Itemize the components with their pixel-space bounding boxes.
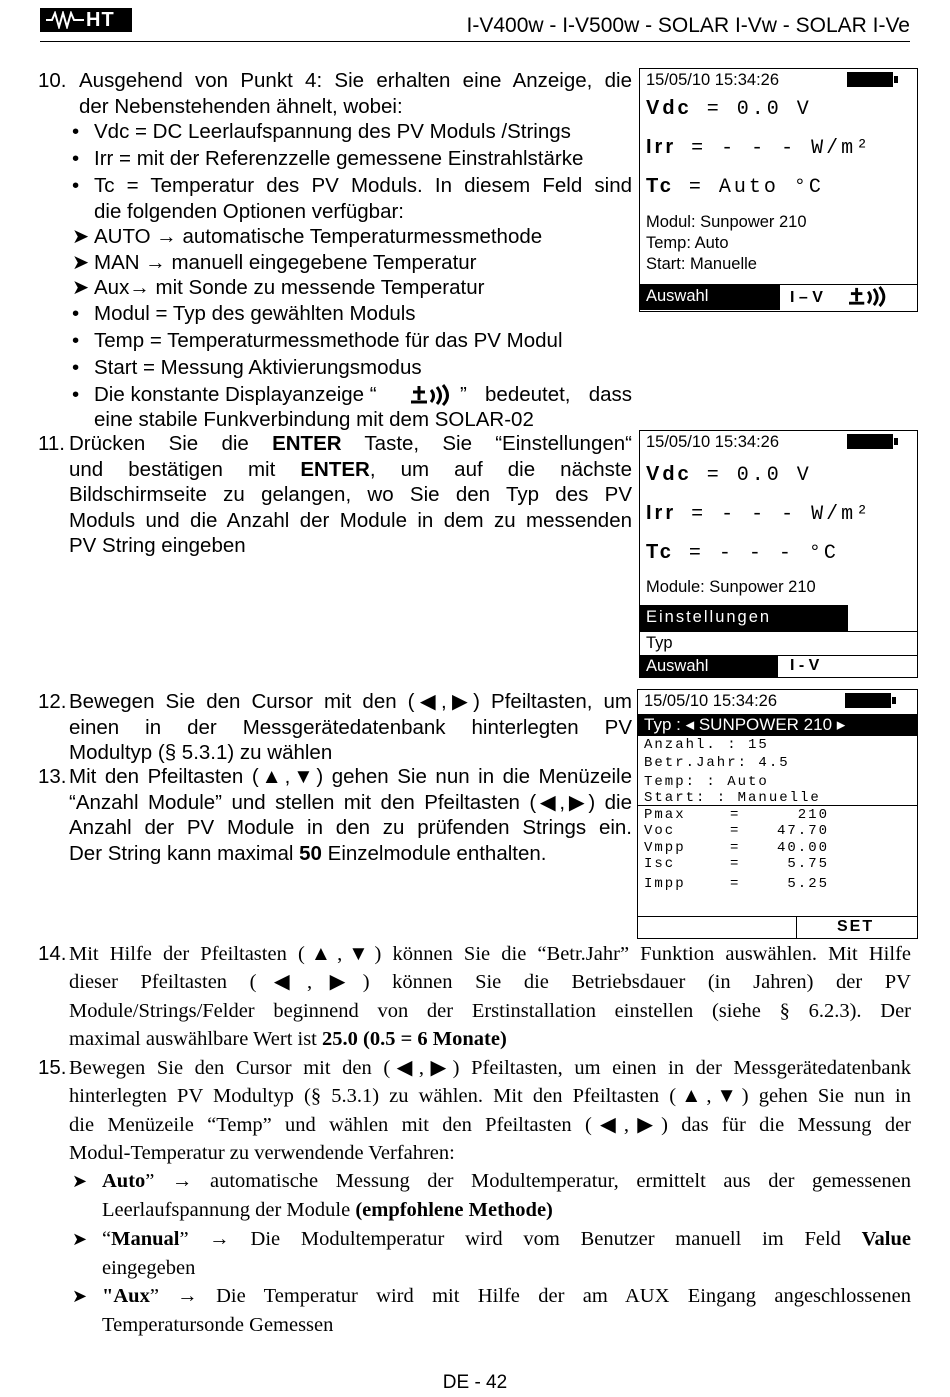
waveform-icon [46, 11, 84, 29]
date-time: 15/05/10 15:34:26 [646, 433, 780, 451]
option-text: Leerlaufspannung der Module (empfohlene Methode) [102, 1199, 553, 1222]
betr-jahr-field[interactable]: Betr.Jahr: 4.5 [644, 755, 790, 771]
pmax-value: 210 [797, 807, 829, 823]
text-line: PV String eingeben [69, 534, 246, 557]
step-number: 12. [38, 690, 67, 713]
step-number: 13. [38, 765, 67, 788]
text-line: Drücken Sie die ENTER Taste, Sie “Einstellungen“ [69, 432, 632, 455]
bullet-text: Tc = Temperatur des PV Moduls. In diesem Feld sind [94, 174, 632, 197]
step-10 [38, 68, 67, 94]
display-screen-settings [639, 430, 918, 678]
equals-sign: = [730, 823, 741, 839]
step-number: 10. [38, 69, 67, 92]
isc-label: Isc [644, 856, 676, 872]
text-line: Der String kann maximal 50 Einzelmodule enthalten. [69, 841, 547, 865]
bullet-text: Modul = Typ des gewählten Moduls [94, 301, 416, 325]
irr-reading: Irr = - - - W/m² [646, 136, 872, 160]
step-12-text [69, 689, 632, 766]
temp-field[interactable]: Temp: : Auto [644, 774, 769, 790]
step-15-options: ➤ Auto” → automatische Messung der Modultemperatur, ermittelt aus der gemessenen Leerlaufspannung der Module (empfohlene Methode) ➤ “Manual” → Die Modultemperatur wird vom Benutzer manuell im Feld Value eingegeben ➤ "Aux” → Die Temperatur wird mit Hilfe der am AUX Eingang angeschlossenen Temperatursonde Gemessen [72, 1167, 911, 1340]
battery-icon [845, 693, 891, 708]
bullet-text: Irr = mit der Referenzzelle gemessene Einstrahlstärke [94, 147, 584, 170]
radio-link-icon [410, 384, 456, 406]
impp-label: Impp [644, 876, 686, 892]
vmpp-value: 40.00 [776, 840, 829, 856]
vdc-reading: Vdc = 0.0 V [646, 97, 812, 121]
option-text: Auto” → automatische Messung der Modultemperatur, ermittelt aus der gemessenen [102, 1170, 911, 1192]
step-10-bullets: • Vdc = DC Leerlaufspannung des PV Moduls /Strings • Irr = mit der Referenzzelle gemessene Einstrahlstärke • Tc = Temperatur des PV Moduls. In diesem Feld sind die folgenden Optionen verfügbar: ➤ AUTO → automatische Temperaturmessmethode ➤ MAN → manuell eingegebene Temperatur ➤ Aux→ mit Sonde zu messende Temperatur • Modul = Typ des gewählten Moduls • Temp = Temperaturmessmethode für das PV Modul • Start = Messung Aktivierungsmodus • Die konstante Displayanzeige “ ” bedeutet, dass eine stabile Funkverbindung mit dem SOLAR-02 [72, 120, 632, 431]
option-text: AUTO → automatische Temperaturmessmethode [94, 225, 543, 248]
header-divider [40, 41, 910, 42]
radio-link-icon [848, 286, 892, 307]
step-number: 15. [38, 1056, 67, 1079]
impp-value: 5.25 [787, 876, 829, 892]
equals-sign: = [730, 840, 741, 856]
ht-logo [40, 8, 132, 32]
step-number: 11. [38, 432, 65, 455]
text-line: Bewegen Sie den Cursor mit den (◀,▶) Pfeiltasten, um einen in der Messgerätedatenbank [69, 1057, 911, 1079]
pmax-label: Pmax [644, 807, 686, 823]
step-number: 14. [38, 942, 67, 965]
option-text: Aux→ mit Sonde zu messende Temperatur [94, 276, 485, 299]
text-line: dieser Pfeiltasten (◀,▶) können Sie die Betriebsdauer (in Jahren) der PV [69, 971, 911, 994]
text-line: und bestätigen mit ENTER, um auf die nächste [69, 457, 632, 481]
set-softkey[interactable]: SET [837, 918, 875, 935]
bullet-text: Temp = Temperaturmessmethode für das PV Modul [94, 328, 563, 352]
mode-indicator: I - V [790, 657, 820, 674]
text-line: Bewegen Sie den Cursor mit den (◀,▶) Pfeiltasten, um [69, 690, 632, 713]
bullet-text: eine stabile Funkverbindung mit dem SOLAR-02 [94, 408, 534, 431]
auswahl-softkey[interactable]: Auswahl [640, 656, 778, 677]
equals-sign: = [730, 807, 741, 823]
text-line: Ausgehend von Punkt 4: Sie erhalten eine Anzeige, die [79, 69, 632, 92]
step-14-text [69, 940, 911, 1053]
step-15-text [69, 1054, 911, 1167]
text-line: Module/Strings/Felder beginnend von der Erstinstallation einstellen (siehe § 6.2.3). Der [69, 999, 911, 1022]
page-number: DE - 42 [442, 1372, 508, 1393]
vmpp-label: Vmpp [644, 840, 686, 856]
bullet-text: Vdc = DC Leerlaufspannung des PV Moduls /Strings [94, 120, 571, 143]
einstellungen-menu-item[interactable]: Einstellungen [640, 605, 848, 631]
voc-label: Voc [644, 823, 676, 839]
step-10-text [79, 68, 632, 119]
bullet-text: Die konstante Displayanzeige “ [94, 382, 377, 406]
text-line: die Menüzeile “Temp” und wählen mit den Pfeiltasten (◀,▶) das für die Messung der [69, 1113, 911, 1136]
option-text: MAN → manuell eingegebene Temperatur [94, 250, 477, 274]
voc-value: 47.70 [776, 823, 829, 839]
text-line: der Nebenstehenden ähnelt, wobei: [79, 94, 403, 118]
anzahl-field[interactable]: Anzahl. : 15 [644, 737, 769, 753]
option-text: "Aux” → Die Temperatur wird mit Hilfe der am AUX Eingang angeschlossenen [102, 1285, 911, 1308]
typ-selector[interactable]: Typ : ◂ SUNPOWER 210 ▸ [638, 714, 917, 736]
text-line: Mit Hilfe der Pfeiltasten (▲,▼) können Sie die “Betr.Jahr” Funktion auswählen. Mit Hilfe [69, 943, 911, 965]
module-line: Module: Sunpower 210 [646, 578, 816, 596]
step-11-text [69, 431, 632, 559]
text-line: Modul-Temperatur zu verwendende Verfahren: [69, 1141, 455, 1164]
text-line: Moduls und die Anzahl der Module in dem zu messenden [69, 508, 632, 532]
text-line: hinterlegten PV Modultyp (§ 5.3.1) zu wählen. Mit den Pfeiltasten (▲,▼) gehen Sie nun in [69, 1085, 911, 1108]
text-line: Mit den Pfeiltasten (▲,▼) gehen Sie nun in die Menüzeile [69, 765, 632, 788]
bullet-text: Start = Messung Aktivierungsmodus [94, 355, 422, 379]
logo-text: HT [86, 9, 115, 31]
isc-value: 5.75 [787, 856, 829, 872]
tc-reading: Tc = - - - °C [646, 541, 839, 565]
text-line: “Anzahl Module” und stellen mit den Pfeiltasten (◀,▶) die [69, 790, 632, 814]
text-line: maximal auswählbare Wert ist 25.0 (0.5 = 6 Monate) [69, 1027, 507, 1050]
temp-line: Temp: Auto [646, 234, 729, 252]
display-screen-module [637, 689, 918, 939]
text-line: Modultyp (§ 5.3.1) zu wählen [69, 741, 333, 764]
typ-menu-item[interactable]: Typ [646, 634, 673, 652]
text-line: einen in der Messgerätedatenbank hinterlegten PV [69, 715, 632, 739]
mode-indicator: I – V [790, 289, 823, 306]
date-time: 15/05/10 15:34:26 [644, 692, 778, 710]
auswahl-softkey[interactable]: Auswahl [640, 285, 780, 310]
modul-line: Modul: Sunpower 210 [646, 213, 807, 231]
option-text: “Manual” → Die Modultemperatur wird vom Benutzer manuell im Feld Value [102, 1227, 911, 1250]
equals-sign: = [730, 876, 741, 892]
text-line: Bildschirmseite zu gelangen, wo Sie den Typ des PV [69, 483, 632, 506]
start-field[interactable]: Start: : Manuelle [644, 790, 821, 806]
bullet-text: die folgenden Optionen verfügbar: [94, 199, 405, 223]
document-title: I-V400w - I-V500w - SOLAR I-Vw - SOLAR I-Ve [466, 14, 910, 37]
bullet-text: ” bedeutet, dass [460, 382, 632, 406]
irr-reading: Irr = - - - W/m² [646, 502, 872, 526]
option-text: eingegeben [102, 1256, 196, 1279]
battery-icon [847, 72, 893, 87]
display-screen-measure [639, 68, 918, 312]
battery-icon [847, 434, 893, 449]
equals-sign: = [730, 856, 741, 872]
vdc-reading: Vdc = 0.0 V [646, 463, 812, 487]
step-13-text [69, 764, 632, 866]
tc-reading: Tc = Auto °C [646, 175, 824, 199]
option-text: Temperatursonde Gemessen [102, 1314, 334, 1337]
date-time: 15/05/10 15:34:26 [646, 71, 780, 89]
start-line: Start: Manuelle [646, 255, 757, 273]
text-line: Anzahl der PV Module in den zu prüfenden Strings ein. [69, 816, 632, 839]
